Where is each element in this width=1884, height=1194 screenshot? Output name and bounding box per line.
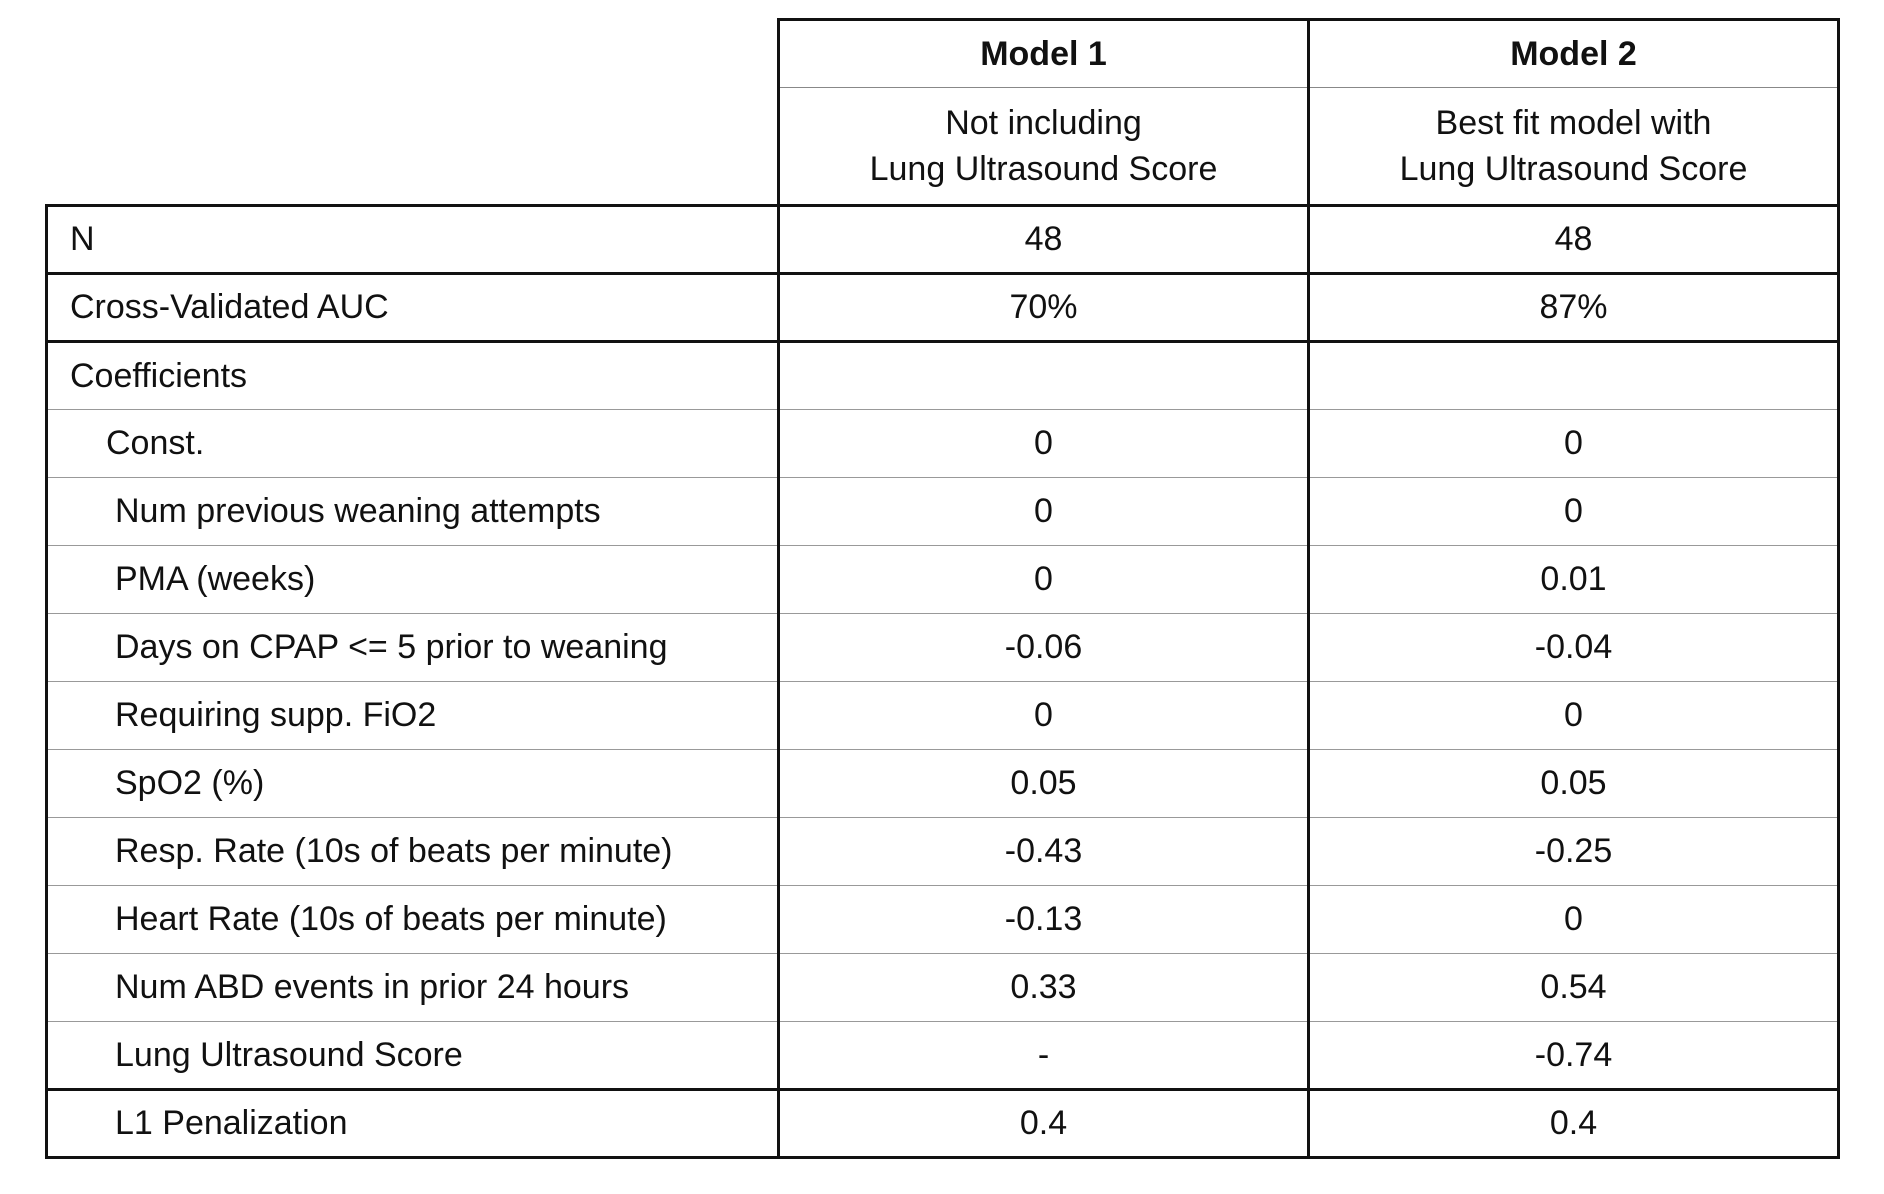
table-row-spo2	[47, 750, 1839, 818]
table-row-lung-ultrasound	[47, 1022, 1839, 1090]
model-2-value: 0	[1309, 478, 1839, 546]
model-1-value: 0.4	[779, 1090, 1309, 1158]
row-label: Requiring supp. FiO2	[47, 682, 779, 750]
row-label: Coefficients	[47, 342, 779, 410]
model-1-value: 0	[779, 478, 1309, 546]
model-2-value: -0.04	[1309, 614, 1839, 682]
table-row-n	[47, 206, 1839, 274]
results-table	[45, 18, 1840, 1159]
model-1-value: 0.33	[779, 954, 1309, 1022]
model-1-value: 0	[779, 546, 1309, 614]
row-label: Const.	[47, 410, 779, 478]
row-label: Cross-Validated AUC	[47, 274, 779, 342]
model-2-value: 0	[1309, 886, 1839, 954]
model-2-value: 0.01	[1309, 546, 1839, 614]
header-model-2: Model 2	[1309, 20, 1839, 88]
model-2-value: 0	[1309, 682, 1839, 750]
model-1-value	[779, 342, 1309, 410]
model-2-value: 48	[1309, 206, 1839, 274]
model-1-value: -0.13	[779, 886, 1309, 954]
table-row-weaning-attempts	[47, 478, 1839, 546]
model-1-value: 48	[779, 206, 1309, 274]
model-1-value: -0.43	[779, 818, 1309, 886]
model-2-value: -0.25	[1309, 818, 1839, 886]
row-label: Heart Rate (10s of beats per minute)	[47, 886, 779, 954]
model-2-value: 0	[1309, 410, 1839, 478]
header-desc-model-2	[1309, 88, 1839, 206]
row-label: Resp. Rate (10s of beats per minute)	[47, 818, 779, 886]
row-label: L1 Penalization	[47, 1090, 779, 1158]
header-desc-model-1	[779, 88, 1309, 206]
model-1-value: 0	[779, 682, 1309, 750]
table-row-pma	[47, 546, 1839, 614]
header-desc-line2: Lung Ultrasound Score	[1399, 150, 1748, 188]
table-row-coefficients	[47, 342, 1839, 410]
table-row-supp-fio2	[47, 682, 1839, 750]
header-desc-line2: Lung Ultrasound Score	[869, 150, 1218, 188]
header-row-models	[47, 20, 1839, 88]
table-row-const	[47, 410, 1839, 478]
model-2-value: -0.74	[1309, 1022, 1839, 1090]
model-1-value: -0.06	[779, 614, 1309, 682]
model-1-value: 70%	[779, 274, 1309, 342]
table-row-auc	[47, 274, 1839, 342]
model-2-value: 0.54	[1309, 954, 1839, 1022]
model-1-value: 0	[779, 410, 1309, 478]
row-label: N	[47, 206, 779, 274]
header-desc-line1: Best fit model with	[1435, 104, 1712, 142]
row-label: SpO2 (%)	[47, 750, 779, 818]
table-row-resp-rate	[47, 818, 1839, 886]
header-desc-line1: Not including	[945, 104, 1142, 142]
header-model-1: Model 1	[779, 20, 1309, 88]
row-label: Lung Ultrasound Score	[47, 1022, 779, 1090]
header-row-descriptions	[47, 88, 1839, 206]
table-row-heart-rate	[47, 886, 1839, 954]
model-2-value: 0.05	[1309, 750, 1839, 818]
table-row-days-cpap	[47, 614, 1839, 682]
row-label: Num ABD events in prior 24 hours	[47, 954, 779, 1022]
header-blank-cell	[47, 88, 779, 206]
model-2-value: 87%	[1309, 274, 1839, 342]
model-1-value: 0.05	[779, 750, 1309, 818]
table-row-abd-events	[47, 954, 1839, 1022]
table-row-l1-penalization	[47, 1090, 1839, 1158]
row-label: PMA (weeks)	[47, 546, 779, 614]
model-2-value	[1309, 342, 1839, 410]
header-blank-cell	[47, 20, 779, 88]
row-label: Num previous weaning attempts	[47, 478, 779, 546]
model-1-value: -	[779, 1022, 1309, 1090]
model-2-value: 0.4	[1309, 1090, 1839, 1158]
row-label: Days on CPAP <= 5 prior to weaning	[47, 614, 779, 682]
